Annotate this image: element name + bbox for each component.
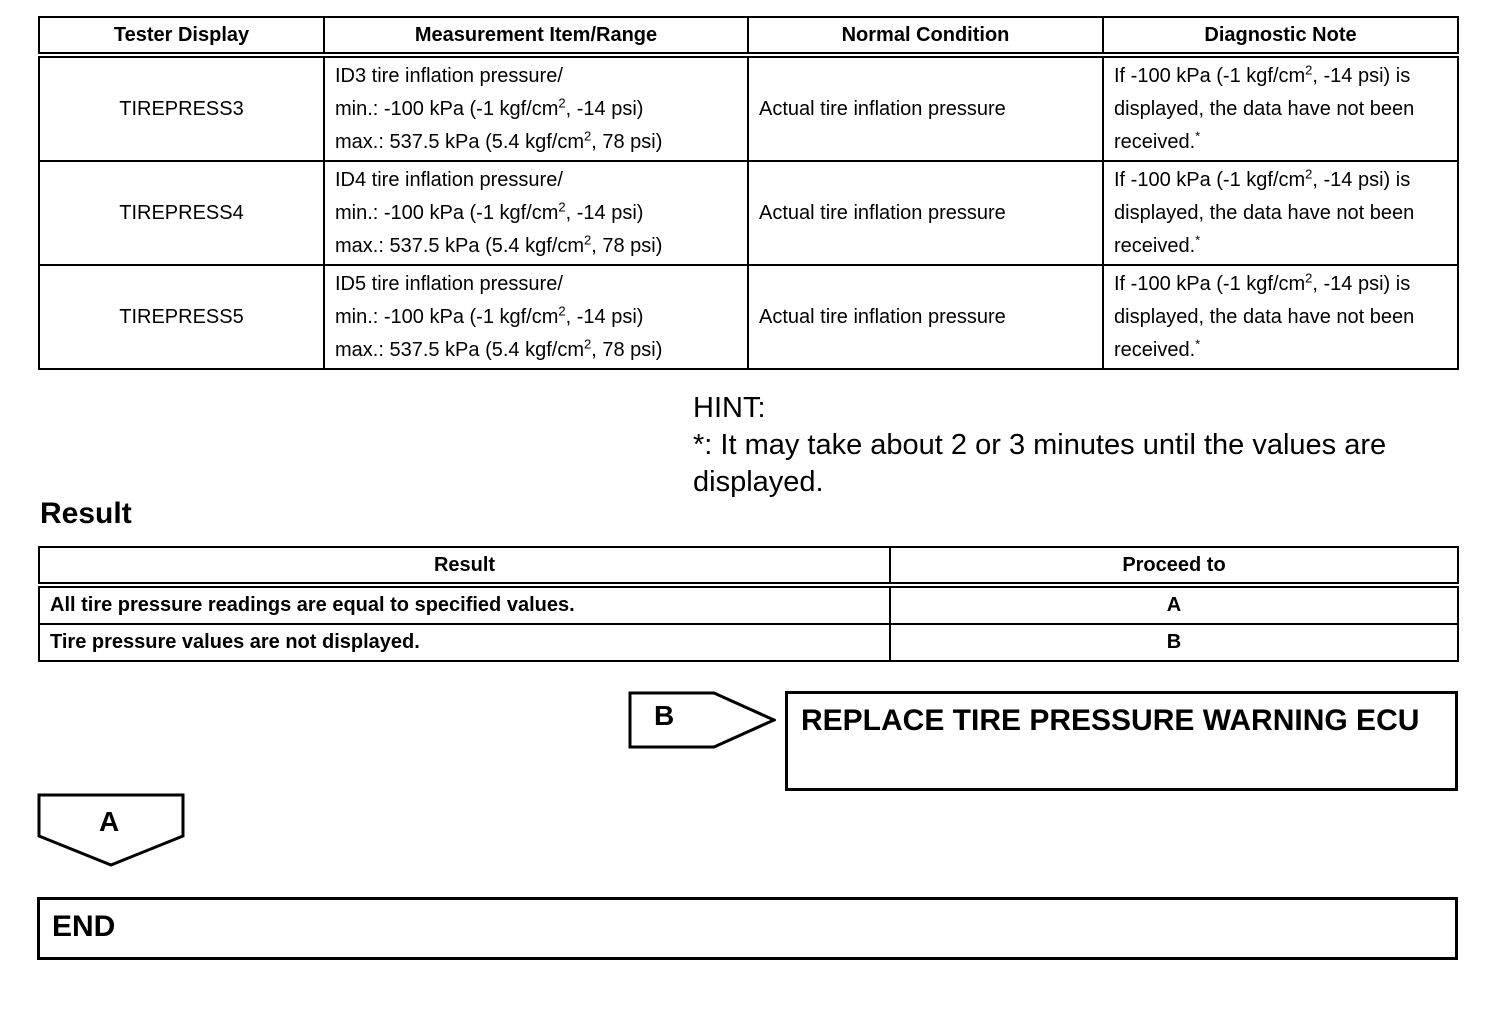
table-row	[39, 55, 1458, 161]
measurement-line: ID5 tire inflation pressure/	[335, 272, 563, 295]
header-result: Result	[39, 547, 890, 585]
diagnostic-note-cell: If -100 kPa (-1 kgf/$cm^2$, -14 psi) is displayed, the data have not been received.*	[1103, 265, 1458, 369]
end-text: END	[52, 910, 116, 943]
header-tester-display: Tester Display	[39, 17, 324, 55]
table-row	[39, 624, 1458, 661]
diagnostic-note-cell: If -100 kPa (-1 kgf/$cm^2$, -14 psi) is displayed, the data have not been received.*	[1103, 161, 1458, 265]
measurement-cell	[324, 55, 748, 161]
measurement-min-line: min.: -100 kPa (-1 kgf/$cm^2$, -14 psi)	[335, 94, 644, 120]
measurement-max-line: max.: 537.5 kPa (5.4 kgf/$cm^2$, 78 psi)	[335, 127, 663, 153]
measurement-line: ID3 tire inflation pressure/	[335, 64, 563, 87]
normal-condition-cell: Actual tire inflation pressure	[748, 161, 1103, 265]
table-row	[39, 585, 1458, 624]
table-row	[39, 161, 1458, 265]
measurement-max-line: max.: 537.5 kPa (5.4 kgf/$cm^2$, 78 psi)	[335, 231, 663, 257]
tester-display-cell: TIREPRESS3	[39, 55, 324, 161]
proceed-cell: A	[890, 585, 1458, 624]
branch-a-label: A	[99, 806, 120, 837]
header-normal-condition: Normal Condition	[748, 17, 1103, 55]
proceed-cell: B	[890, 624, 1458, 661]
header-diagnostic-note: Diagnostic Note	[1103, 17, 1458, 55]
hint-title: HINT:	[693, 392, 766, 424]
measurement-min-line: min.: -100 kPa (-1 kgf/$cm^2$, -14 psi)	[335, 198, 644, 224]
diagnostic-note-cell: If -100 kPa (-1 kgf/$cm^2$, -14 psi) is displayed, the data have not been received.*	[1103, 55, 1458, 161]
measurement-cell	[324, 265, 748, 369]
replace-ecu-text: REPLACE TIRE PRESSURE WARNING ECU	[801, 704, 1420, 737]
hint-body: *: It may take about 2 or 3 minutes until the values are displayed.	[693, 429, 1387, 498]
replace-ecu-box	[785, 691, 1458, 791]
table-row	[39, 265, 1458, 369]
footnote-asterisk: *	[1195, 335, 1201, 351]
result-table	[38, 546, 1459, 662]
end-box	[37, 897, 1458, 960]
normal-condition-cell: Actual tire inflation pressure	[748, 55, 1103, 161]
footnote-asterisk: *	[1195, 231, 1201, 247]
measurement-line: ID4 tire inflation pressure/	[335, 168, 563, 191]
result-header-row	[39, 547, 1458, 585]
header-measurement-item: Measurement Item/Range	[324, 17, 748, 55]
measurement-max-line: max.: 537.5 kPa (5.4 kgf/$cm^2$, 78 psi)	[335, 335, 663, 361]
normal-condition-cell: Actual tire inflation pressure	[748, 265, 1103, 369]
header-proceed-to: Proceed to	[890, 547, 1458, 585]
tester-display-cell: TIREPRESS5	[39, 265, 324, 369]
measurement-min-line: min.: -100 kPa (-1 kgf/$cm^2$, -14 psi)	[335, 302, 644, 328]
table-header-row	[39, 17, 1458, 55]
result-cell: All tire pressure readings are equal to specified values.	[39, 585, 890, 624]
footnote-asterisk: *	[1195, 127, 1201, 143]
tester-display-cell: TIREPRESS4	[39, 161, 324, 265]
branch-b-arrow-icon	[628, 691, 776, 749]
hint-block	[693, 390, 1453, 501]
data-list-table	[38, 16, 1459, 370]
measurement-cell	[324, 161, 748, 265]
result-cell: Tire pressure values are not displayed.	[39, 624, 890, 661]
result-heading: Result	[40, 497, 132, 530]
branch-b-label: B	[654, 700, 675, 731]
